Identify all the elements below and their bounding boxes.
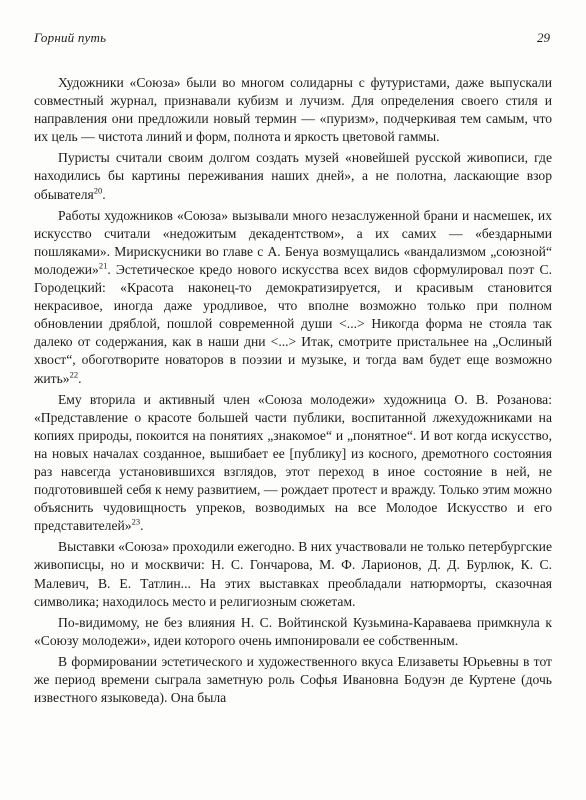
paragraph-6 (34, 614, 552, 650)
paragraph-1-text: Художники «Союза» были во многом солидарны с футуристами, даже выпускали совместный журнал, признавали кубизм и лучизм. Для определения своего стиля и направления они предложили новый термин — «пуризм», подчеркивая тем самым, что их цель — чистота линий и форм, полнота и яркость цветовой гаммы. (34, 75, 552, 145)
footnote-ref-21[interactable]: 21 (98, 260, 108, 271)
footnote-ref-22[interactable]: 22 (69, 368, 79, 379)
running-title: Горний путь (34, 30, 107, 45)
paragraph-2 (34, 149, 552, 203)
paragraph-3-text: Работы художников «Союза» вызывали много незаслуженной брани и насмешек, их искусство считали «недожитым декадентством», а их самих — «бездарными пошляками». Мирискусники во главе с А. Бенуа возмущались «вандализмом „союзной“ молодежи» (34, 207, 552, 277)
paragraph-4-text: Ему вторила и активный член «Союза молодежи» художница О. В. Розанова: «Представление о красоте большей части публики, воспитанной лжехудожниками на копиях природы, покоится на понятиях „знакомое“ и „понятное“. И вот когда искусство, на новых началах созданное, вышибает ее [публику] из косного, дремотного состояния раз навсегда установившихся взглядов, этот переход в иное состояние в ней, не подготовившей себя к нему развитием, — рождает протест и вражду. Только этим можно объяснить чудовищность упреков, возводимых на все Молодое Искусство и его представителей» (34, 391, 552, 534)
paragraph-7 (34, 653, 552, 707)
footnote-ref-23[interactable]: 23 (131, 516, 141, 527)
paragraph-2-end: . (102, 186, 106, 202)
paragraph-5 (34, 538, 552, 610)
paragraph-7-text: В формировании эстетического и художественного вкуса Елизаветы Юрьевны в тот же период времени сыграла заметную роль Софья Ивановна Бодуэн де Куртене (дочь известного языковеда). Она была (34, 653, 552, 706)
paragraph-1 (34, 74, 552, 146)
paragraph-3 (34, 207, 552, 388)
paragraph-3-end: . (78, 370, 82, 386)
paragraph-4 (34, 391, 552, 536)
page-number: 29 (537, 30, 550, 45)
paragraph-5-text: Выставки «Союза» проходили ежегодно. В них участвовали не только петербургские живописцы, но и москвичи: Н. С. Гончарова, М. Ф. Ларионов, Д. Д. Бурлюк, К. С. Малевич, В. Е. Татлин... На этих выставках преобладали натюрморты, сказочная символика; находилось место и религиозным сюжетам. (34, 539, 552, 609)
paragraph-6-text: По-видимому, не без влияния Н. С. Войтинской Кузьмина-Караваева примкнула к «Союзу молодежи», идеи которого очень импонировали ее собственным. (34, 614, 552, 648)
paragraph-3-cont: . Эстетическое кредо нового искусства всех видов сформулировал поэт С. Городецкий: «Красота наконец-то демократизируется, и красивым становится некрасивое, иногда даже уродливое, что вполне возможно только при полном обновлении дряблой, пошлой современной души <...> Никогда форма не стояла так далеко от содержания, как в наши дни <...> Итак, смотрите пристальнее на „Ослиный хвост“, обоготворите новаторов в поэзии и музыке, и тогда вам будет еще возможно жить» (34, 261, 552, 386)
paragraph-2-text: Пуристы считали своим долгом создать музей «новейшей русской живописи, где находились бы картины переживания наших дней», а не полотна, ласкающие взор обывателя (34, 150, 552, 202)
footnote-ref-20[interactable]: 20 (93, 185, 103, 196)
body-text (34, 74, 552, 710)
paragraph-4-end: . (140, 518, 144, 534)
